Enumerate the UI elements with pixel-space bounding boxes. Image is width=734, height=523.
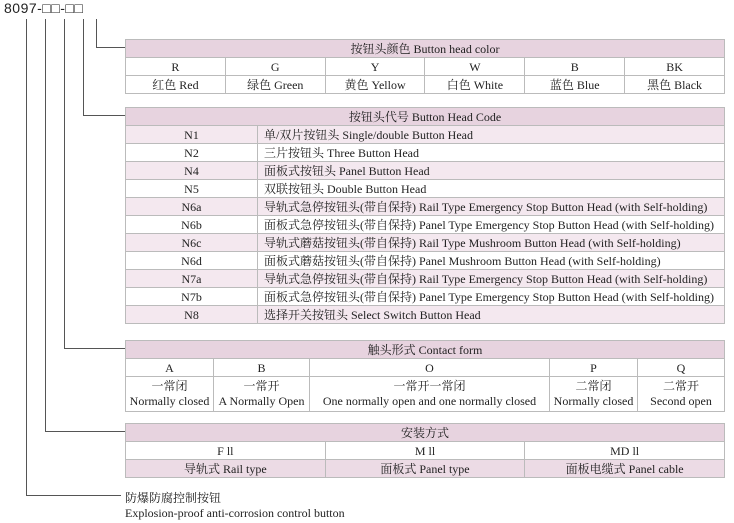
contact-en: Normally closed	[129, 394, 210, 408]
head-code: N6c	[126, 234, 258, 252]
contact-en: Second open	[650, 394, 712, 408]
contact-cn: 二常开	[662, 379, 699, 393]
mount-code: MD ll	[525, 442, 725, 460]
head-desc: 三片按钮头 Three Button Head	[258, 144, 725, 162]
mount-name: 面板式 Panel type	[325, 460, 525, 478]
bracket-line-1	[96, 19, 97, 48]
head-code: N2	[126, 144, 258, 162]
color-name: 白色 White	[425, 76, 525, 94]
head-code: N4	[126, 162, 258, 180]
head-code: N6b	[126, 216, 258, 234]
head-code: N7a	[126, 270, 258, 288]
contact-cn: 一常开	[243, 379, 280, 393]
contact-form-table	[125, 340, 725, 412]
bracket-line-2	[83, 19, 84, 116]
bracket-line-2h	[83, 115, 125, 116]
head-code: N6a	[126, 198, 258, 216]
color-code: BK	[625, 58, 725, 76]
head-desc: 导轨式急停按钮头(带自保持) Rail Type Emergency Stop Button Head (with Self-holding)	[258, 198, 725, 216]
contact-code: O	[310, 359, 550, 377]
bracket-line-1h	[96, 47, 125, 48]
bracket-line-5	[26, 19, 27, 496]
head-code: N5	[126, 180, 258, 198]
contact-cn: 一常闭	[151, 379, 188, 393]
head-desc: 单/双片按钮头 Single/double Button Head	[258, 126, 725, 144]
contact-table-title: 触头形式 Contact form	[126, 341, 725, 359]
contact-desc	[310, 377, 550, 412]
bracket-line-3	[64, 19, 65, 349]
contact-cn: 一常开一常闭	[393, 379, 466, 393]
head-desc: 面板式按钮头 Panel Button Head	[258, 162, 725, 180]
color-code: W	[425, 58, 525, 76]
color-table	[125, 39, 725, 94]
color-name: 红色 Red	[126, 76, 226, 94]
color-table-title: 按钮头颜色 Button head color	[126, 40, 725, 58]
mount-table	[125, 423, 725, 478]
head-code: N1	[126, 126, 258, 144]
head-desc: 导轨式蘑菇按钮头(带自保持) Rail Type Mushroom Button Head (with Self-holding)	[258, 234, 725, 252]
color-name: 绿色 Green	[225, 76, 325, 94]
footer-en: Explosion-proof anti-corrosion control button	[125, 506, 345, 520]
contact-desc	[126, 377, 214, 412]
footer-cn: 防爆防腐控制按钮	[125, 491, 222, 505]
head-code: N7b	[126, 288, 258, 306]
contact-desc	[638, 377, 725, 412]
footer	[125, 491, 345, 521]
head-code: N8	[126, 306, 258, 324]
head-desc: 面板式急停按钮头(带自保持) Panel Type Emergency Stop Button Head (with Self-holding)	[258, 288, 725, 306]
head-code-table	[125, 107, 725, 324]
head-desc: 导轨式急停按钮头(带自保持) Rail Type Emergency Stop Button Head (with Self-holding)	[258, 270, 725, 288]
bracket-line-3h	[64, 348, 125, 349]
contact-code: P	[550, 359, 638, 377]
head-desc: 选择开关按钮头 Select Switch Button Head	[258, 306, 725, 324]
color-name: 黑色 Black	[625, 76, 725, 94]
head-desc: 双联按钮头 Double Button Head	[258, 180, 725, 198]
contact-code: B	[214, 359, 310, 377]
head-desc: 面板式急停按钮头(带自保持) Panel Type Emergency Stop Button Head (with Self-holding)	[258, 216, 725, 234]
contact-en: Normally closed	[553, 394, 634, 408]
contact-desc	[550, 377, 638, 412]
contact-en: One normally open and one normally closed	[322, 394, 537, 408]
bracket-line-4h	[45, 431, 125, 432]
mount-code: F ll	[126, 442, 326, 460]
mount-table-title: 安装方式	[126, 424, 725, 442]
head-table-title: 按钮头代号 Button Head Code	[126, 108, 725, 126]
color-code: G	[225, 58, 325, 76]
color-code: R	[126, 58, 226, 76]
bracket-line-5h	[26, 495, 121, 496]
contact-desc	[214, 377, 310, 412]
color-name: 黄色 Yellow	[325, 76, 425, 94]
mount-code: M ll	[325, 442, 525, 460]
contact-code: Q	[638, 359, 725, 377]
model-code: 8097-□□-□□	[4, 0, 84, 16]
bracket-line-4	[45, 19, 46, 432]
color-name: 蓝色 Blue	[525, 76, 625, 94]
color-code: Y	[325, 58, 425, 76]
head-desc: 面板式蘑菇按钮头(带自保持) Panel Mushroom Button Head (with Self-holding)	[258, 252, 725, 270]
contact-cn: 二常闭	[575, 379, 612, 393]
head-code: N6d	[126, 252, 258, 270]
mount-name: 导轨式 Rail type	[126, 460, 326, 478]
contact-en: A Normally Open	[218, 394, 305, 408]
mount-name: 面板电缆式 Panel cable	[525, 460, 725, 478]
contact-code: A	[126, 359, 214, 377]
color-code: B	[525, 58, 625, 76]
